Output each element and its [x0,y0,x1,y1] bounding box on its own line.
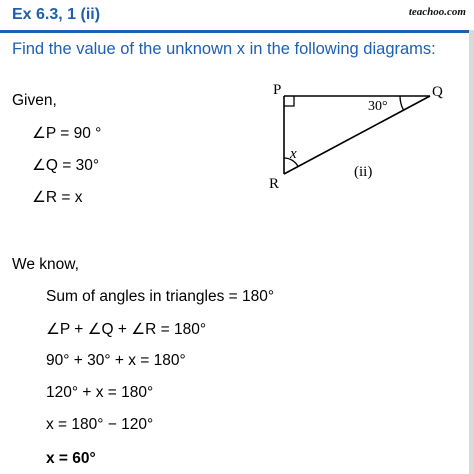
right-angle-marker [284,96,294,106]
solution-heading: We know, [12,256,79,273]
angle-arc-q [400,96,404,110]
brand-logo: teachoo.com [408,6,466,18]
vertex-label-q: Q [432,84,443,100]
given-line: ∠R = x [32,189,83,206]
vertex-label-r: R [269,176,280,192]
given-line: ∠Q = 30° [32,157,100,174]
angle-label-r: x [290,146,297,162]
angle-label-q: 30° [368,99,388,114]
final-answer: x = 60° [46,450,96,467]
solution-line: ∠P + ∠Q + ∠R = 180° [46,321,207,338]
solution-line: 120° + x = 180° [46,384,154,401]
scrollbar-track[interactable] [469,30,474,474]
side-qr [284,96,430,174]
given-heading: Given, [12,92,57,109]
solution-line: x = 180° − 120° [46,416,154,433]
exercise-title: Ex 6.3, 1 (ii) [12,6,101,23]
solution-line: 90° + 30° + x = 180° [46,352,186,369]
given-line: ∠P = 90 ° [32,125,102,142]
header-divider [0,30,474,33]
triangle-diagram [262,76,462,196]
solution-line: Sum of angles in triangles = 180° [46,288,275,305]
figure-label: (ii) [354,164,373,180]
header-bar [0,0,474,30]
question-text: Find the value of the unknown x in the following diagrams: [12,40,436,58]
vertex-label-p: P [273,82,282,98]
